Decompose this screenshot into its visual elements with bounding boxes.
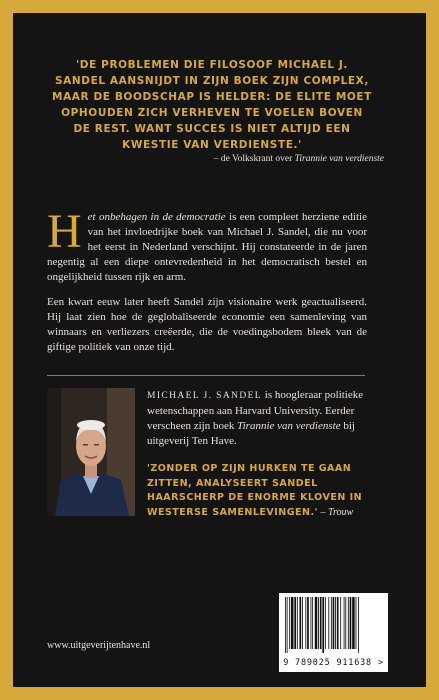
- book-title-italic: et onbehagen in de democratie: [87, 211, 226, 223]
- barcode-bar: [291, 597, 294, 649]
- press-quote-trouw-source: – Trouw: [317, 506, 354, 518]
- isbn-barcode: [279, 593, 388, 672]
- barcode-bar: [297, 597, 298, 649]
- barcode-bar: [325, 597, 326, 649]
- barcode-bar: [337, 597, 339, 649]
- barcode-bar: [358, 597, 359, 653]
- barcode-bar: [348, 597, 349, 649]
- barcode-bar: [322, 597, 324, 653]
- press-quote-source-prefix: – de Volkskrant over: [213, 154, 295, 164]
- publisher-website: www.uitgeverijtenhave.nl: [47, 640, 151, 651]
- barcode-bar: [340, 597, 341, 649]
- barcode-bar: [356, 597, 357, 649]
- barcode-bar: [328, 597, 329, 649]
- barcode-bar: [315, 597, 318, 649]
- barcode-bar: [299, 597, 301, 649]
- barcode-bar: [285, 597, 286, 653]
- barcode-bar: [331, 597, 332, 649]
- author-name: MICHAEL J. SANDEL: [147, 391, 263, 401]
- barcode-bar: [311, 597, 312, 649]
- barcode-bar: [312, 597, 313, 649]
- author-bio-text-1: is hoogleraar politieke wetenschappen aan Harvard University. Eerder verscheen zijn boek: [147, 389, 364, 432]
- barcode-bar: [335, 597, 336, 649]
- press-quote-source-title: Tirannie van verdienste: [294, 154, 384, 164]
- author-bio: [147, 388, 369, 449]
- barcode-bar: [287, 597, 288, 653]
- dropcap: H: [47, 205, 82, 258]
- barcode-bar: [320, 597, 322, 649]
- barcode-bars: [285, 597, 382, 653]
- divider: [47, 375, 365, 376]
- barcode-bar: [345, 597, 346, 649]
- barcode-bar: [289, 597, 290, 649]
- barcode-bar: [350, 597, 352, 649]
- barcode-bar: [352, 597, 355, 649]
- barcode-bar: [333, 597, 335, 649]
- barcode-bar: [305, 597, 306, 649]
- barcode-bar: [344, 597, 345, 649]
- author-portrait-image: [47, 388, 135, 516]
- description-paragraph-1: [47, 205, 367, 285]
- author-bio-book-title: Tirannie van verdienste: [237, 420, 341, 432]
- press-quote-source: [40, 154, 384, 164]
- description-text-1: is een compleet herziene editie van het invloedrijke boek van Michael J. Sandel, die nu voor het eerst in Nederland verschijnt. Hij constateerde in de jaren negentig al een diepe ontevredenheid in het democratisch bestel en ongelijkheid tussen rijk en arm.: [47, 211, 367, 283]
- barcode-bar: [307, 597, 309, 649]
- barcode-bar: [318, 597, 319, 649]
- isbn-number: 9 789025 911638 >: [283, 658, 384, 668]
- author-bio-text-2: bij uitgeverij Ten Have.: [147, 420, 355, 447]
- barcode-bar: [294, 597, 296, 649]
- press-quote-volkskrant: 'DE PROBLEMEN DIE FILOSOOF MICHAEL J. SANDEL AANSNIJDT IN ZIJN BOEK ZIJN COMPLEX, MAAR DE BOODSCHAP IS HELDER: DE ELITE MOET OPHOUDEN ZICH VERHEVEN TE VOELEN BOVEN DE REST. WANT SUCCES IS NIET ALTIJD EEN KWESTIE VAN VERDIENSTE.': [52, 59, 372, 151]
- press-quote-trouw: [147, 462, 377, 520]
- author-photo: [47, 388, 135, 516]
- description-paragraph-2: Een kwart eeuw later heeft Sandel zijn visionaire werk geactualiseerd. Hij laat zien hoe de geglobaliseerde economie een samenleving van winnaars en verliezers creëerde, die de voedingsbodem bleek van de giftige politiek van onze tijd.: [47, 296, 367, 353]
- press-quote-trouw-text: 'ZONDER OP ZIJN HURKEN TE GAAN ZITTEN, ANALYSEERT SANDEL HAARSCHERP DE ENORME KLOVEN IN WESTERSE SAMENLEVINGEN.': [147, 463, 363, 518]
- barcode-bar: [302, 597, 303, 649]
